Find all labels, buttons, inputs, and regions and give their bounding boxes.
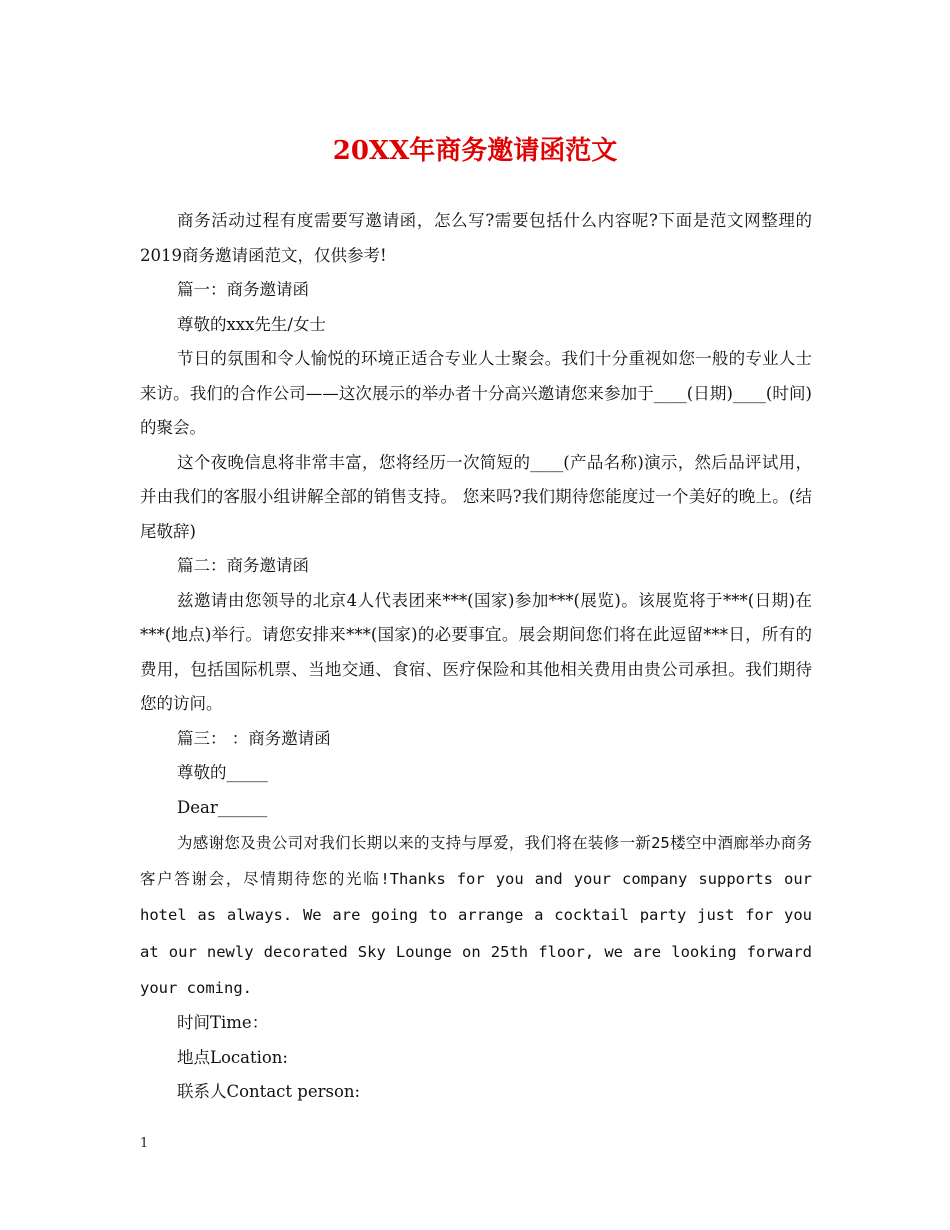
section-two-paragraph: 兹邀请由您领导的北京4人代表团来***(国家)参加***(展览)。该展览将于***(日期)在***(地点)举行。请您安排来***(国家)的必要事宜。展会期间您们将在此逗留***日，所有的费用，包括国际机票、当地交通、食宿、医疗保险和其他相关费用由贵公司承担。我们期待您的访问。: [140, 590, 812, 713]
section-one-salutation: 尊敬的xxx先生/女士: [177, 314, 326, 334]
section-three-heading: 篇三： ：商务邀请函: [177, 728, 331, 748]
contact-person-label: 联系人Contact person:: [177, 1082, 361, 1102]
section-one-paragraph-2: 这个夜晚信息将非常丰富，您将经历一次简短的____(产品名称)演示，然后品评试用，并由我们的客服小组讲解全部的销售支持。 您来吗?我们期待您能度过一个美好的晚上。(结尾敬辞): [140, 452, 812, 541]
event-time-label: 时间Time：: [177, 1013, 269, 1033]
document-body: [140, 204, 812, 1110]
document-title: 20XX年商务邀请函范文: [332, 136, 618, 166]
section-two-heading: 篇二：商务邀请函: [177, 556, 309, 575]
intro-paragraph: 商务活动过程有度需要写邀请函，怎么写?需要包括什么内容呢?下面是范文网整理的2019商务邀请函范文，仅供参考!: [140, 211, 812, 265]
section-three-dear: Dear______: [177, 797, 268, 817]
section-one-heading: 篇一：商务邀请函: [177, 280, 309, 299]
section-three-paragraph: 为感谢您及贵公司对我们长期以来的支持与厚爱，我们将在装修一新25楼空中酒廊举办商务客户答谢会，尽情期待您的光临!Thanks for you and your company supports our hotel as always. We are going to arrange a cocktail party just for you at our newly decorated Sky Lounge on 25th floor, we are looking forward your coming.: [140, 834, 812, 997]
page-number: 1: [140, 1136, 149, 1151]
event-location-label: 地点Location:: [177, 1047, 288, 1067]
section-three-salutation: 尊敬的_____: [177, 763, 268, 782]
section-one-paragraph-1: 节日的氛围和令人愉悦的环境正适合专业人士聚会。我们十分重视如您一般的专业人士来访。我们的合作公司——这次展示的举办者十分高兴邀请您来参加于____(日期)____(时间)的聚会。: [140, 349, 812, 437]
